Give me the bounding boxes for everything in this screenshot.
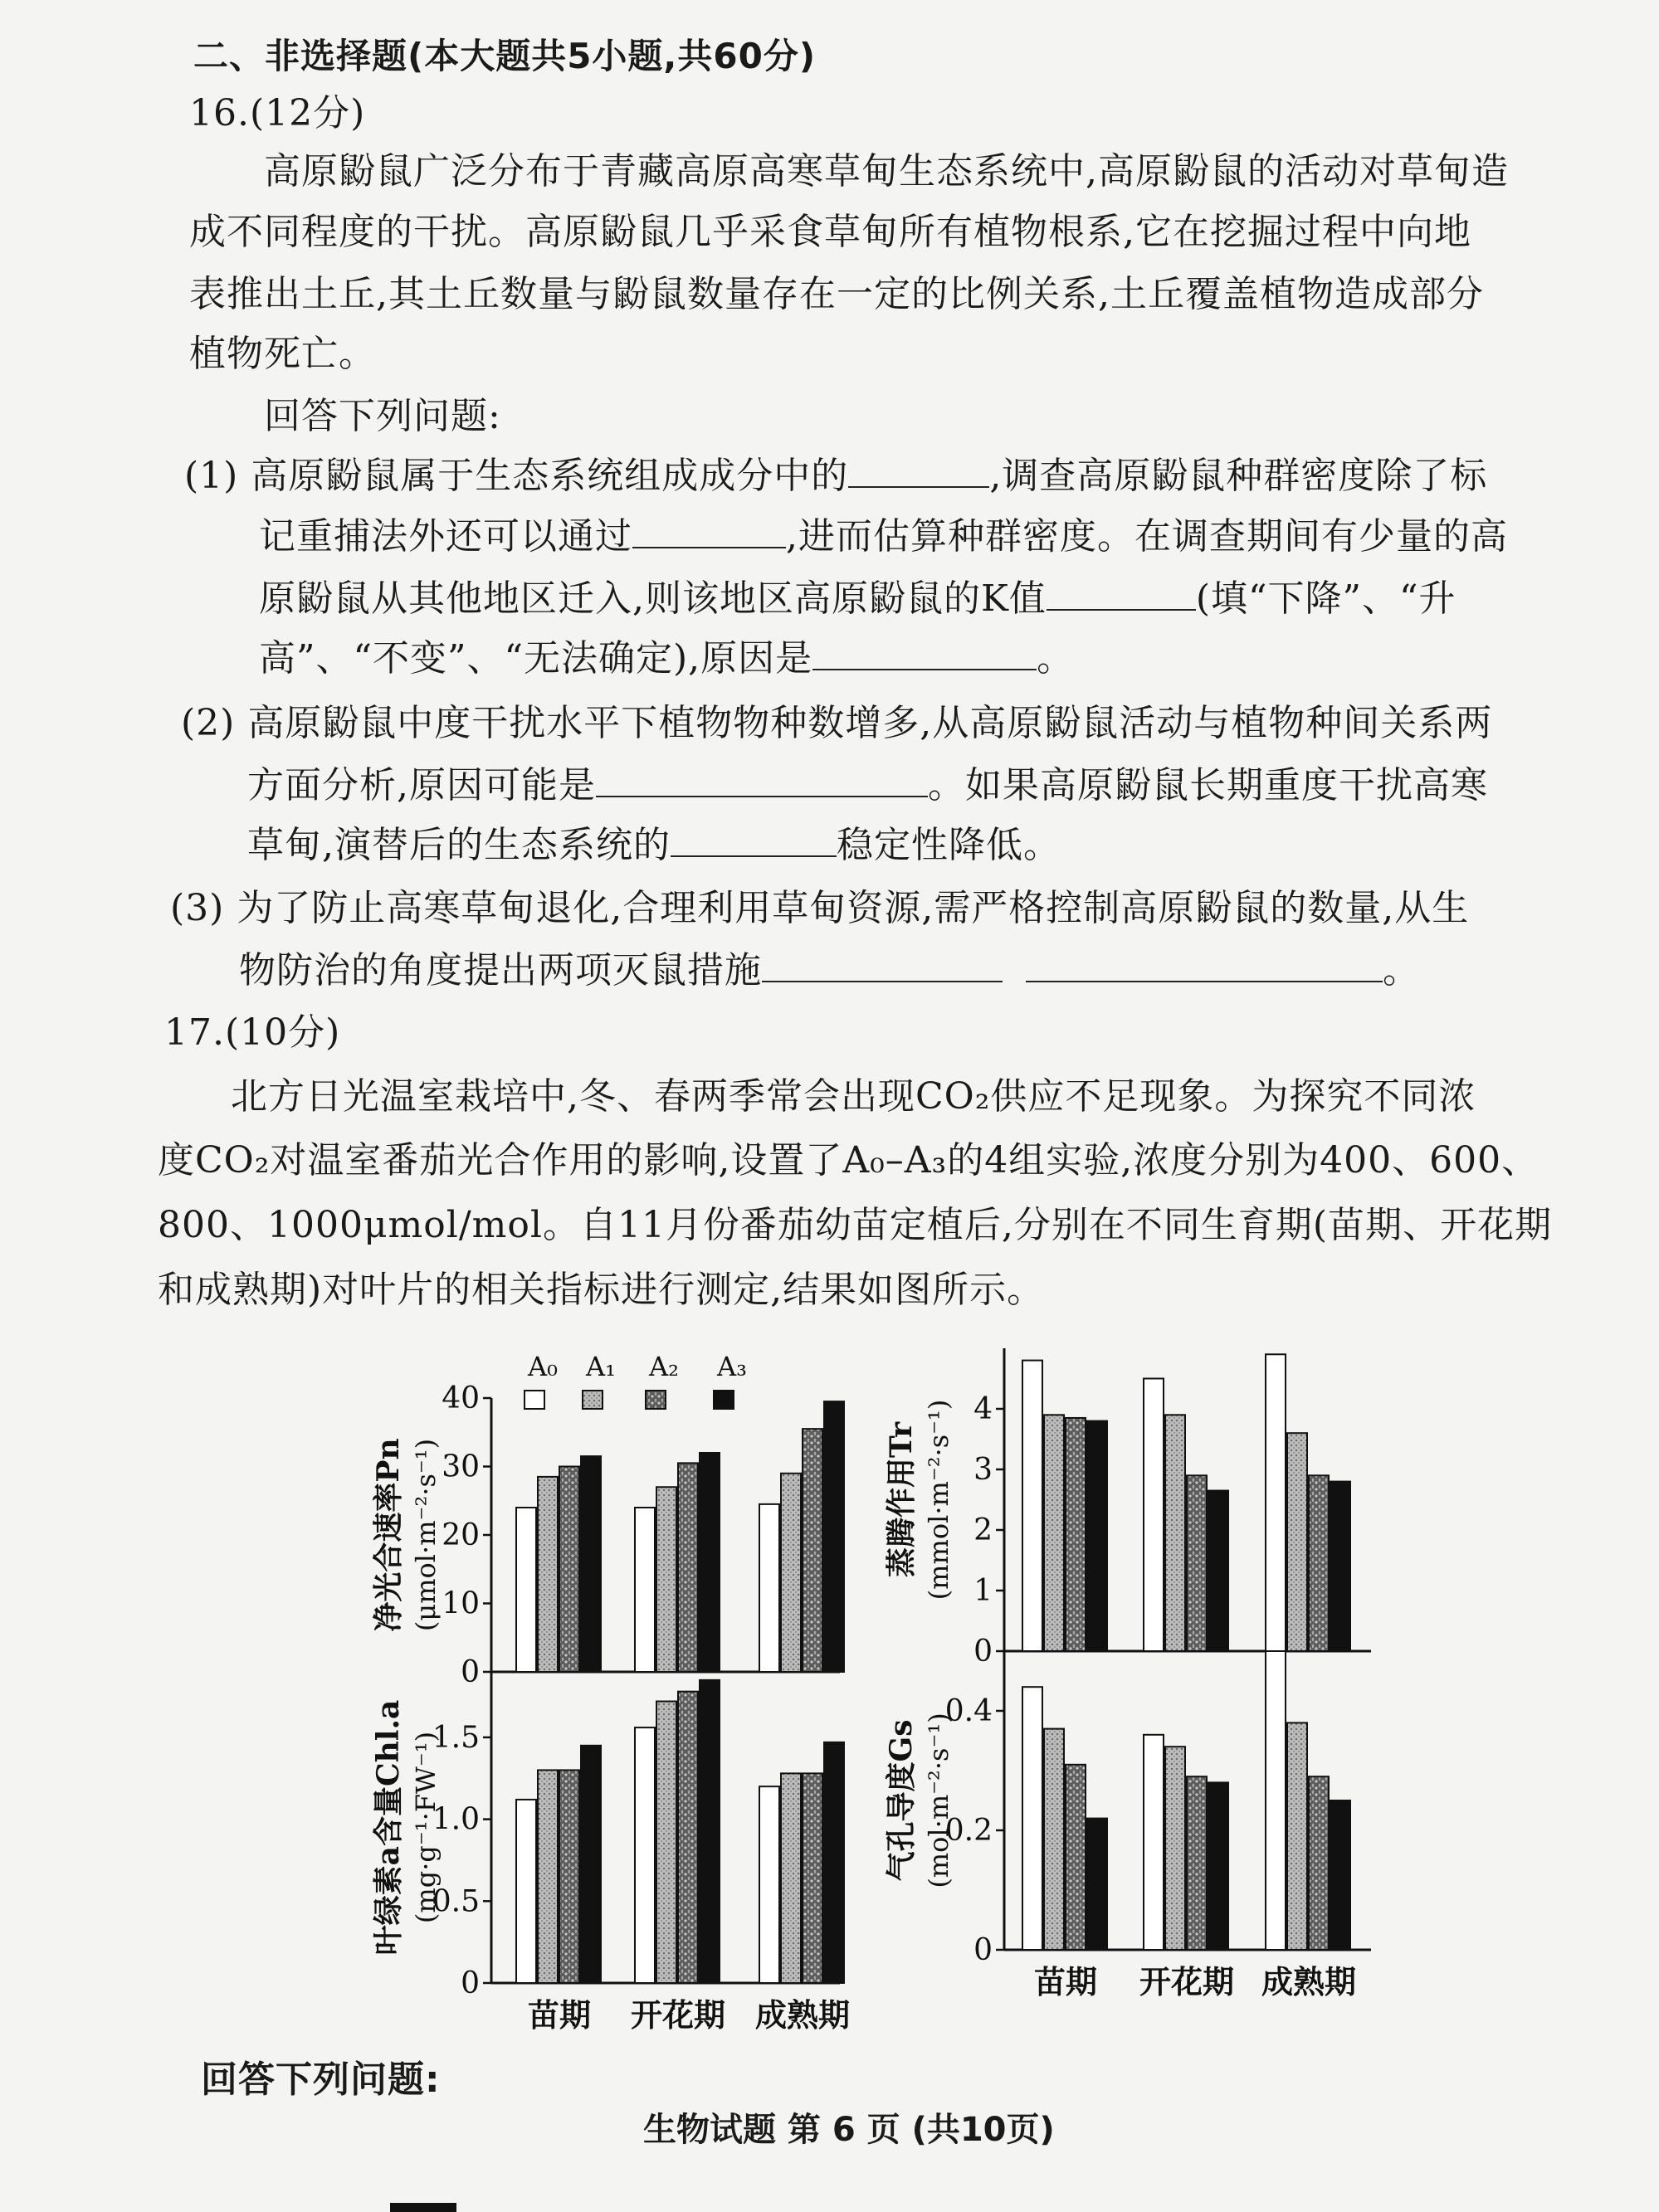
bar bbox=[700, 1453, 720, 1672]
bar bbox=[581, 1456, 601, 1672]
q16-part3-text-2b: 。 bbox=[1383, 949, 1420, 992]
q16-intro-line-3: 表推出土丘,其土丘数量与鼢鼠数量存在一定的比例关系,土丘覆盖植物造成部分 bbox=[189, 273, 1484, 315]
bar bbox=[1266, 1651, 1286, 1950]
q17-intro-line-4: 和成熟期)对叶片的相关指标进行测定,结果如图所示。 bbox=[158, 1269, 1045, 1311]
bar bbox=[1330, 1482, 1350, 1651]
q16-part1-text-3a: 原鼢鼠从其他地区迁入,则该地区高原鼢鼠的K值 bbox=[259, 577, 1047, 620]
y-tick-label: 3 bbox=[973, 1453, 993, 1487]
y-tick-label: 30 bbox=[442, 1449, 480, 1484]
q16-part3-line-1: (3) 为了防止高寒草甸退化,合理利用草甸资源,需严格控制高原鼢鼠的数量,从生 bbox=[170, 887, 1470, 929]
x-category-label: 成熟期 bbox=[754, 1997, 851, 2034]
bar bbox=[1208, 1491, 1228, 1651]
q16-part2-text-2a: 方面分析,原因可能是 bbox=[247, 764, 596, 806]
x-category-label: 开花期 bbox=[1139, 1964, 1235, 2000]
q16-part1-text-3b: (填“下降”、“升 bbox=[1195, 577, 1457, 620]
y-tick-label: 0.4 bbox=[944, 1694, 993, 1728]
bar bbox=[1044, 1729, 1064, 1950]
q16-prompt: 回答下列问题: bbox=[264, 395, 501, 437]
y-tick-label: 1 bbox=[973, 1574, 993, 1608]
section-header: 二、非选择题(本大题共5小题,共60分) bbox=[193, 36, 817, 76]
bar bbox=[1022, 1361, 1042, 1651]
bar bbox=[656, 1702, 676, 1983]
bar bbox=[516, 1508, 536, 1672]
legend-swatch bbox=[525, 1391, 544, 1409]
x-category-label: 苗期 bbox=[527, 1997, 592, 2034]
bar bbox=[1309, 1475, 1329, 1651]
y-tick-label: 0 bbox=[461, 1966, 480, 2000]
q16-number: 16.(12分) bbox=[189, 92, 366, 134]
bar bbox=[1087, 1421, 1107, 1651]
scan-edge-mark bbox=[390, 2203, 456, 2212]
q17-prompt: 回答下列问题: bbox=[201, 2059, 441, 2101]
bar bbox=[781, 1474, 801, 1672]
y-tick-label: 0 bbox=[973, 1635, 993, 1669]
bar bbox=[1287, 1433, 1307, 1651]
x-category-label: 开花期 bbox=[630, 1997, 726, 2034]
q16-intro-line-1: 高原鼢鼠广泛分布于青藏高原高寒草甸生态系统中,高原鼢鼠的活动对草甸造 bbox=[264, 150, 1509, 192]
y-tick-label: 1.0 bbox=[432, 1802, 480, 1837]
y-tick-label: 10 bbox=[442, 1586, 480, 1621]
q16-part1-text-4a: 高”、“不变”、“无法确定),原因是 bbox=[259, 637, 813, 680]
q17-intro-line-1: 北方日光温室栽培中,冬、春两季常会出现CO₂供应不足现象。为探究不同浓 bbox=[231, 1075, 1476, 1118]
bar bbox=[538, 1770, 558, 1983]
y-tick-label: 0 bbox=[973, 1933, 993, 1967]
q16-part1-text-2a: 记重捕法外还可以通过 bbox=[259, 515, 632, 558]
legend-label: A₀ bbox=[528, 1351, 558, 1382]
y-tick-label: 0.5 bbox=[432, 1884, 480, 1919]
y-tick-label: 2 bbox=[973, 1513, 993, 1547]
legend-swatch bbox=[583, 1391, 603, 1409]
bar bbox=[1044, 1415, 1064, 1651]
bar bbox=[538, 1477, 558, 1672]
bar bbox=[824, 1401, 844, 1672]
page-footer: 生物试题 第 6 页 (共10页) bbox=[643, 2111, 1055, 2149]
bar bbox=[759, 1504, 779, 1672]
bar bbox=[1087, 1819, 1107, 1950]
bar bbox=[678, 1692, 698, 1983]
y-tick-label: 0 bbox=[461, 1655, 480, 1689]
q16-part1-text-4b: 。 bbox=[1037, 637, 1075, 680]
q16-part3-text-2a: 物防治的角度提出两项灭鼠措施 bbox=[239, 949, 762, 992]
legend-label: A₂ bbox=[649, 1351, 679, 1382]
bar bbox=[581, 1746, 601, 1983]
q16-part2-text-3a: 草甸,演替后的生态系统的 bbox=[247, 824, 671, 866]
bar bbox=[781, 1773, 801, 1983]
bar bbox=[803, 1429, 822, 1672]
bar bbox=[1266, 1354, 1286, 1651]
bar bbox=[516, 1800, 536, 1983]
bar bbox=[1066, 1765, 1086, 1950]
q16-intro-line-2: 成不同程度的干扰。高原鼢鼠几乎采食草甸所有植物根系,它在挖掘过程中向地 bbox=[189, 211, 1471, 253]
bar bbox=[803, 1773, 822, 1983]
bar bbox=[1022, 1687, 1042, 1950]
bar bbox=[1208, 1782, 1228, 1950]
bar bbox=[559, 1770, 579, 1983]
bar bbox=[1144, 1735, 1164, 1950]
bar bbox=[1165, 1747, 1185, 1950]
y-tick-label: 40 bbox=[442, 1381, 480, 1415]
bar bbox=[824, 1742, 844, 1983]
legend-label: A₁ bbox=[586, 1351, 616, 1382]
y-axis-label: 蒸腾作用Tr (mmol·m⁻²·s⁻¹) bbox=[884, 1399, 954, 1601]
legend-swatch bbox=[646, 1391, 666, 1409]
q16-part2-line-1: (2) 高原鼢鼠中度干扰水平下植物物种数增多,从高原鼢鼠活动与植物种间关系两 bbox=[181, 702, 1493, 744]
bar bbox=[759, 1786, 779, 1983]
y-tick-label: 4 bbox=[973, 1392, 993, 1426]
bar bbox=[1187, 1776, 1207, 1950]
bar bbox=[700, 1680, 720, 1983]
bar bbox=[1165, 1415, 1185, 1651]
q16-part2-text-2b: 。如果高原鼢鼠长期重度干扰高寒 bbox=[928, 764, 1488, 806]
y-tick-label: 0.2 bbox=[944, 1814, 993, 1848]
bar bbox=[1144, 1379, 1164, 1652]
bar bbox=[656, 1487, 676, 1672]
legend-label: A₃ bbox=[717, 1351, 747, 1382]
bar bbox=[1330, 1800, 1350, 1950]
legend-swatch bbox=[714, 1391, 734, 1409]
bar bbox=[1287, 1722, 1307, 1950]
q16-part2-text-3b: 稳定性降低。 bbox=[837, 824, 1061, 866]
q17-number: 17.(10分) bbox=[164, 1011, 341, 1054]
q17-intro-line-2: 度CO₂对温室番茄光合作用的影响,设置了A₀–A₃的4组实验,浓度分别为400、600、 bbox=[158, 1139, 1539, 1182]
bar bbox=[559, 1467, 579, 1673]
x-category-label: 苗期 bbox=[1033, 1964, 1098, 2000]
y-axis-label: 气孔导度Gs (mol·m⁻²·s⁻¹) bbox=[884, 1713, 954, 1888]
bar bbox=[678, 1463, 698, 1672]
bar bbox=[635, 1727, 655, 1983]
bar bbox=[1066, 1418, 1086, 1651]
x-category-label: 成熟期 bbox=[1261, 1964, 1357, 2000]
q16-intro-line-4: 植物死亡。 bbox=[189, 333, 376, 375]
q16-part1-text-2b: ,进而估算种群密度。在调查期间有少量的高 bbox=[786, 515, 1508, 558]
q16-part1-text-1a: (1) 高原鼢鼠属于生态系统组成成分中的 bbox=[184, 455, 849, 497]
bar bbox=[1187, 1475, 1207, 1651]
y-axis-label: 净光合速率Pn (μmol·m⁻²·s⁻¹) bbox=[371, 1438, 442, 1632]
y-tick-label: 20 bbox=[442, 1518, 480, 1552]
y-axis-label: 叶绿素a含量Chl.a (mg·g⁻¹·FW⁻¹) bbox=[371, 1699, 442, 1956]
bar bbox=[635, 1508, 655, 1672]
q17-intro-line-3: 800、1000μmol/mol。自11月份番茄幼苗定植后,分别在不同生育期(苗期、开花期 bbox=[158, 1204, 1553, 1246]
q16-part1-text-1b: ,调查高原鼢鼠种群密度除了标 bbox=[989, 455, 1488, 497]
y-tick-label: 1.5 bbox=[432, 1720, 480, 1755]
bar bbox=[1309, 1776, 1329, 1950]
